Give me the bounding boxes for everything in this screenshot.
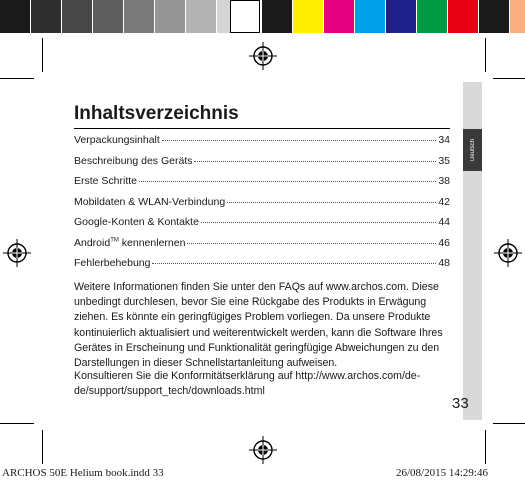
color-swatch-3 [324, 0, 355, 33]
print-slug-date: 26/08/2015 14:29:46 [396, 467, 488, 479]
toc-leader-dots [227, 202, 436, 203]
gray-swatch-1 [0, 0, 31, 33]
table-of-contents [74, 134, 450, 278]
toc-leader-dots [139, 181, 436, 182]
toc-entry-device-description[interactable] [74, 155, 450, 176]
process-color-bar [262, 0, 525, 33]
page-title: Inhaltsverzeichnis [74, 103, 239, 124]
gray-swatch-3 [62, 0, 93, 33]
color-swatch-1 [262, 0, 293, 33]
gray-swatch-7 [186, 0, 217, 33]
toc-leader-dots [162, 140, 437, 141]
toc-entry-page: 48 [438, 257, 450, 269]
crop-mark-bottom-right-h [493, 423, 525, 424]
language-tab-label: Deutsch [470, 139, 476, 162]
toc-entry-label: Fehlerbehebung [74, 257, 151, 269]
print-slug-file: ARCHOS 50E Helium book.indd 33 [2, 467, 164, 479]
toc-entry-label: Erste Schritte [74, 175, 138, 187]
color-swatch-8 [479, 0, 510, 33]
title-divider [74, 128, 450, 129]
toc-entry-mobile-data-wifi[interactable] [74, 196, 450, 217]
color-swatch-7 [448, 0, 479, 33]
toc-entry-google-accounts[interactable] [74, 216, 450, 237]
toc-leader-dots [201, 222, 436, 223]
toc-entry-page: 44 [438, 216, 450, 228]
crop-mark-bottom-right-v [485, 430, 486, 464]
color-swatch-9 [510, 0, 525, 33]
crop-mark-bottom-left-h [0, 423, 34, 424]
toc-entry-getting-started[interactable] [74, 175, 450, 196]
crop-mark-top-left-h [0, 78, 34, 79]
info-paragraph: Weitere Informationen finden Sie unter den FAQs auf www.archos.com. Diese unbedingt durchlesen, bevor Sie eine Rückgabe des Produkts in Erwägung ziehen. Es könnte ein geringfügiges Problem vorliegen. Da unsere Produkte kontinuierlich aktualisiert und weiterentwickelt werden, kann die Software Ihres Gerätes in Erscheinung und Funktionalität geringfügige Abweichungen zu den Darstellungen in dieser Schnellstartanleitung aufweisen. [74, 281, 443, 370]
conformity-paragraph: Konsultieren Sie die Konformitätserklärung auf http://www.archos.com/de-de/support/support_tech/downloads.html [74, 370, 421, 397]
toc-entry-packaging[interactable] [74, 134, 450, 155]
toc-entry-page: 42 [438, 195, 450, 208]
toc-entry-page: 34 [438, 134, 450, 146]
page-number: 33 [452, 395, 469, 412]
color-swatch-2 [293, 0, 324, 33]
gray-swatch-6 [155, 0, 186, 33]
crop-mark-top-right-h [493, 78, 525, 79]
gray-swatch-5 [124, 0, 155, 33]
toc-entry-label: Mobildaten & WLAN-Verbindung [74, 195, 226, 208]
toc-entry-android[interactable] [74, 237, 450, 258]
crop-mark-top-left-v [42, 38, 43, 72]
color-swatch-4 [355, 0, 386, 33]
crop-mark-bottom-left-v [42, 430, 43, 464]
toc-entry-label: Beschreibung des Geräts [74, 154, 193, 167]
registration-mark-right-icon [494, 239, 522, 267]
white-swatch [230, 0, 260, 33]
toc-entry-label: Android™ kennenlernen [74, 236, 186, 249]
registration-mark-bottom-icon [249, 436, 277, 464]
toc-leader-dots [152, 263, 436, 264]
toc-entry-label: Google-Konten & Kontakte [74, 216, 199, 228]
gray-swatch-4 [93, 0, 124, 33]
toc-entry-page: 46 [438, 236, 450, 249]
toc-leader-dots [194, 161, 436, 162]
toc-entry-label: Verpackungsinhalt [74, 134, 160, 146]
grayscale-color-bar [0, 0, 248, 33]
registration-mark-left-icon [3, 239, 31, 267]
gray-swatch-2 [31, 0, 62, 33]
toc-entry-troubleshooting[interactable] [74, 257, 450, 278]
registration-mark-top-icon [249, 42, 277, 70]
toc-entry-page: 38 [438, 175, 450, 187]
toc-leader-dots [187, 243, 436, 244]
color-swatch-5 [386, 0, 417, 33]
crop-mark-top-right-v [485, 38, 486, 72]
toc-entry-page: 35 [438, 154, 450, 167]
color-swatch-6 [417, 0, 448, 33]
